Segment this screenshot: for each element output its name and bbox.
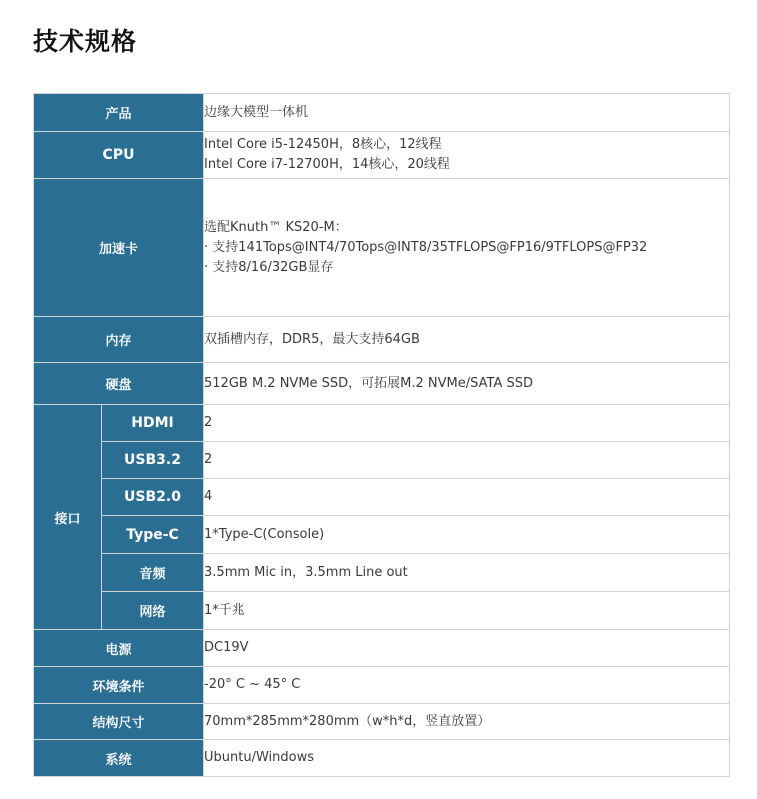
spec-row-cpu — [34, 132, 730, 179]
interface-label: USB2.0 — [102, 479, 204, 516]
spec-row-disk — [34, 363, 730, 405]
spec-label: 硬盘 — [34, 363, 204, 405]
cpu-line: Intel Core i5-12450H，8核心，12线程 — [204, 137, 442, 152]
spec-label: 加速卡 — [34, 179, 204, 317]
spec-label: 结构尺寸 — [34, 704, 204, 740]
spec-row-usb20 — [34, 479, 730, 516]
spec-row-product — [34, 94, 730, 132]
spec-label: 系统 — [34, 740, 204, 777]
page-title: 技术规格 — [33, 27, 138, 56]
spec-label-interfaces: 接口 — [34, 405, 102, 630]
interface-value: 1*Type-C(Console) — [204, 516, 730, 554]
interface-label: 网络 — [102, 592, 204, 630]
interface-value: 3.5mm Mic in，3.5mm Line out — [204, 554, 730, 592]
spec-row-usb32 — [34, 442, 730, 479]
spec-row-dimensions — [34, 704, 730, 740]
accelerator-line: 选配Knuth™ KS20-M： — [204, 219, 348, 235]
spec-label: 电源 — [34, 630, 204, 667]
interface-label: Type-C — [102, 516, 204, 554]
interface-label: HDMI — [102, 405, 204, 442]
spec-row-accelerator — [34, 179, 730, 317]
accelerator-line: · 支持8/16/32GB显存 — [204, 259, 334, 275]
spec-value: 512GB M.2 NVMe SSD，可拓展M.2 NVMe/SATA SSD — [204, 363, 730, 405]
interface-value: 2 — [204, 405, 730, 442]
spec-row-typec — [34, 516, 730, 554]
interface-label: 音频 — [102, 554, 204, 592]
spec-label: 环境条件 — [34, 667, 204, 704]
spec-value: 70mm*285mm*280mm（w*h*d，竖直放置） — [204, 704, 730, 740]
spec-row-system — [34, 740, 730, 777]
accelerator-line: · 支持141Tops@INT4/70Tops@INT8/35TFLOPS@FP16/9TFLOPS@FP32 — [204, 239, 648, 255]
spec-row-network — [34, 592, 730, 630]
spec-row-memory — [34, 317, 730, 363]
spec-value — [204, 132, 730, 179]
interface-value: 1*千兆 — [204, 592, 730, 630]
interface-value: 2 — [204, 442, 730, 479]
spec-row-environment — [34, 667, 730, 704]
spec-label: 内存 — [34, 317, 204, 363]
spec-row-power — [34, 630, 730, 667]
spec-value: 双插槽内存，DDR5，最大支持64GB — [204, 317, 730, 363]
spec-value: -20° C ~ 45° C — [204, 667, 730, 704]
spec-row-hdmi — [34, 405, 730, 442]
spec-label: 产品 — [34, 94, 204, 132]
spec-row-audio — [34, 554, 730, 592]
spec-value: 边缘大模型一体机 — [204, 94, 730, 132]
spec-label: CPU — [34, 132, 204, 179]
spec-value: DC19V — [204, 630, 730, 667]
interface-value: 4 — [204, 479, 730, 516]
interface-label: USB3.2 — [102, 442, 204, 479]
spec-value: Ubuntu/Windows — [204, 740, 730, 777]
spec-table — [33, 93, 730, 777]
cpu-line: Intel Core i7-12700H，14核心，20线程 — [204, 157, 450, 172]
spec-value — [204, 179, 730, 317]
